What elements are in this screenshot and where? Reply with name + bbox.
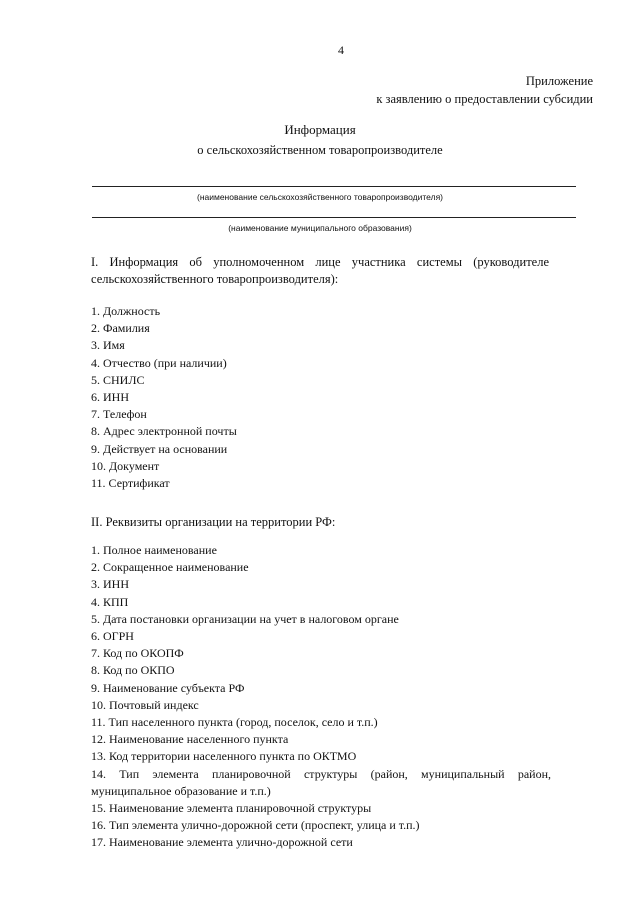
- list-item: 14. Тип элемента планировочной структуры (район, муниципальный район, муниципальное образование и т.п.): [91, 766, 551, 798]
- appendix-note: [376, 72, 593, 108]
- list-item: 8. Код по ОКПО: [91, 663, 175, 678]
- municipality-name-line: [92, 217, 576, 218]
- document-title: Информация: [284, 122, 356, 137]
- appendix-line-2: к заявлению о предоставлении субсидии: [376, 92, 593, 106]
- municipality-name-caption: (наименование муниципального образования): [228, 223, 412, 233]
- list-item: 5. СНИЛС: [91, 372, 145, 387]
- list-item: 8. Адрес электронной почты: [91, 424, 237, 439]
- list-item: 1. Полное наименование: [91, 543, 217, 557]
- section-1-heading: I. Информация об уполномоченном лице участника системы (руководителе сельскохозяйственного товаропроизводителя):: [91, 255, 549, 286]
- appendix-line-1: Приложение: [525, 74, 593, 88]
- list-item: 4. Отчество (при наличии): [91, 355, 227, 370]
- list-item: 15. Наименование элемента планировочной структуры: [91, 801, 372, 816]
- section-2-heading: II. Реквизиты организации на территории РФ:: [91, 515, 336, 529]
- list-item: 10. Документ: [91, 458, 160, 473]
- list-item: 1. Должность: [91, 304, 161, 318]
- list-item: 2. Фамилия: [91, 321, 150, 336]
- list-item: 3. ИНН: [91, 577, 129, 592]
- list-item: 11. Тип населенного пункта (город, поселок, село и т.п.): [91, 715, 378, 730]
- list-item: 17. Наименование элемента улично-дорожной сети: [91, 835, 353, 850]
- list-item: 7. Код по ОКОПФ: [91, 646, 184, 661]
- list-item: 2. Сокращенное наименование: [91, 560, 249, 575]
- list-item: 11. Сертификат: [91, 476, 170, 491]
- list-item: 3. Имя: [91, 338, 125, 353]
- list-item: 9. Действует на основании: [91, 441, 228, 456]
- list-item: 6. ИНН: [91, 390, 129, 405]
- list-item: 10. Почтовый индекс: [91, 697, 199, 712]
- list-item: 7. Телефон: [91, 407, 147, 422]
- page-number: 4: [338, 43, 344, 57]
- list-item: 6. ОГРН: [91, 629, 134, 644]
- list-item: 13. Код территории населенного пункта по ОКТМО: [91, 749, 357, 764]
- list-item: 9. Наименование субъекта РФ: [91, 680, 245, 695]
- list-item: 5. Дата постановки организации на учет в налоговом органе: [91, 611, 399, 626]
- document-subtitle: о сельскохозяйственном товаропроизводителе: [197, 143, 443, 157]
- producer-name-line: [92, 186, 576, 187]
- list-item: 12. Наименование населенного пункта: [91, 732, 289, 747]
- list-item: 4. КПП: [91, 594, 129, 609]
- list-item: 16. Тип элемента улично-дорожной сети (проспект, улица и т.п.): [91, 818, 420, 833]
- section-2-list: [91, 542, 551, 852]
- producer-name-caption: (наименование сельскохозяйственного товаропроизводителя): [196, 192, 444, 202]
- section-1-list: [91, 303, 551, 492]
